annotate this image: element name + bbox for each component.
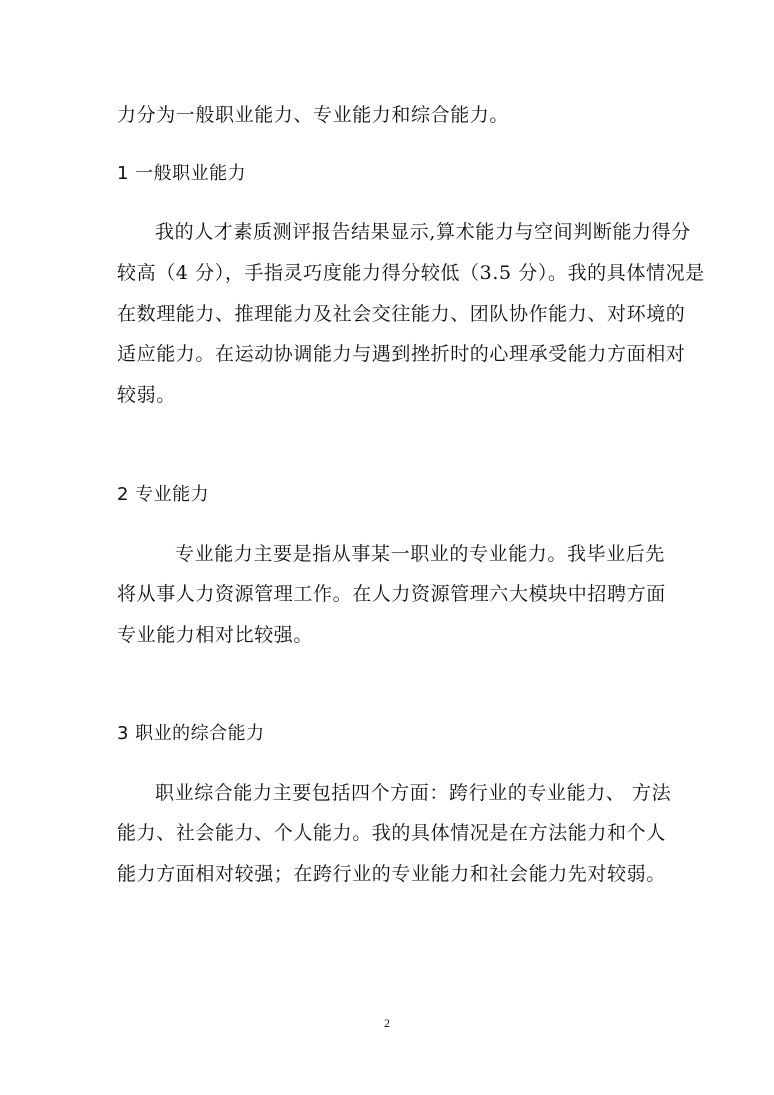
paragraph-line: 专业能力主要是指从事某一职业的专业能力。我毕业后先: [175, 543, 666, 565]
paragraph-line: 适应能力。在运动协调能力与遇到挫折时的心理承受能力方面相对: [117, 343, 686, 365]
paragraph-line: 专业能力相对比较强。: [117, 624, 314, 646]
section-heading-comprehensive: 3 职业的综合能力: [117, 723, 265, 744]
paragraph-line: 能力、社会能力、个人能力。我的具体情况是在方法能力和个人: [117, 822, 666, 844]
section-heading-professional: 2 专业能力: [117, 484, 210, 505]
paragraph-line: 较高（4 分），手指灵巧度能力得分较低（3.5 分）。我的具体情况是: [117, 262, 705, 284]
intro-line: 力分为一般职业能力、专业能力和综合能力。: [117, 104, 510, 126]
paragraph-line: 将从事人力资源管理工作。在人力资源管理六大模块中招聘方面: [117, 583, 666, 605]
paragraph-line: 能力方面相对较强；在跨行业的专业能力和社会能力先对较弱。: [117, 863, 666, 885]
paragraph-line: 我的人才素质测评报告结果显示,算术能力与空间判断能力得分: [155, 221, 691, 243]
section-heading-general: 1 一般职业能力: [117, 163, 247, 184]
paragraph-line: 职业综合能力主要包括四个方面：跨行业的专业能力、 方法: [155, 782, 672, 804]
page-number: 2: [384, 1016, 390, 1030]
paragraph-line: 较弱。: [117, 384, 176, 406]
paragraph-line: 在数理能力、推理能力及社会交往能力、团队协作能力、对环境的: [117, 303, 686, 325]
